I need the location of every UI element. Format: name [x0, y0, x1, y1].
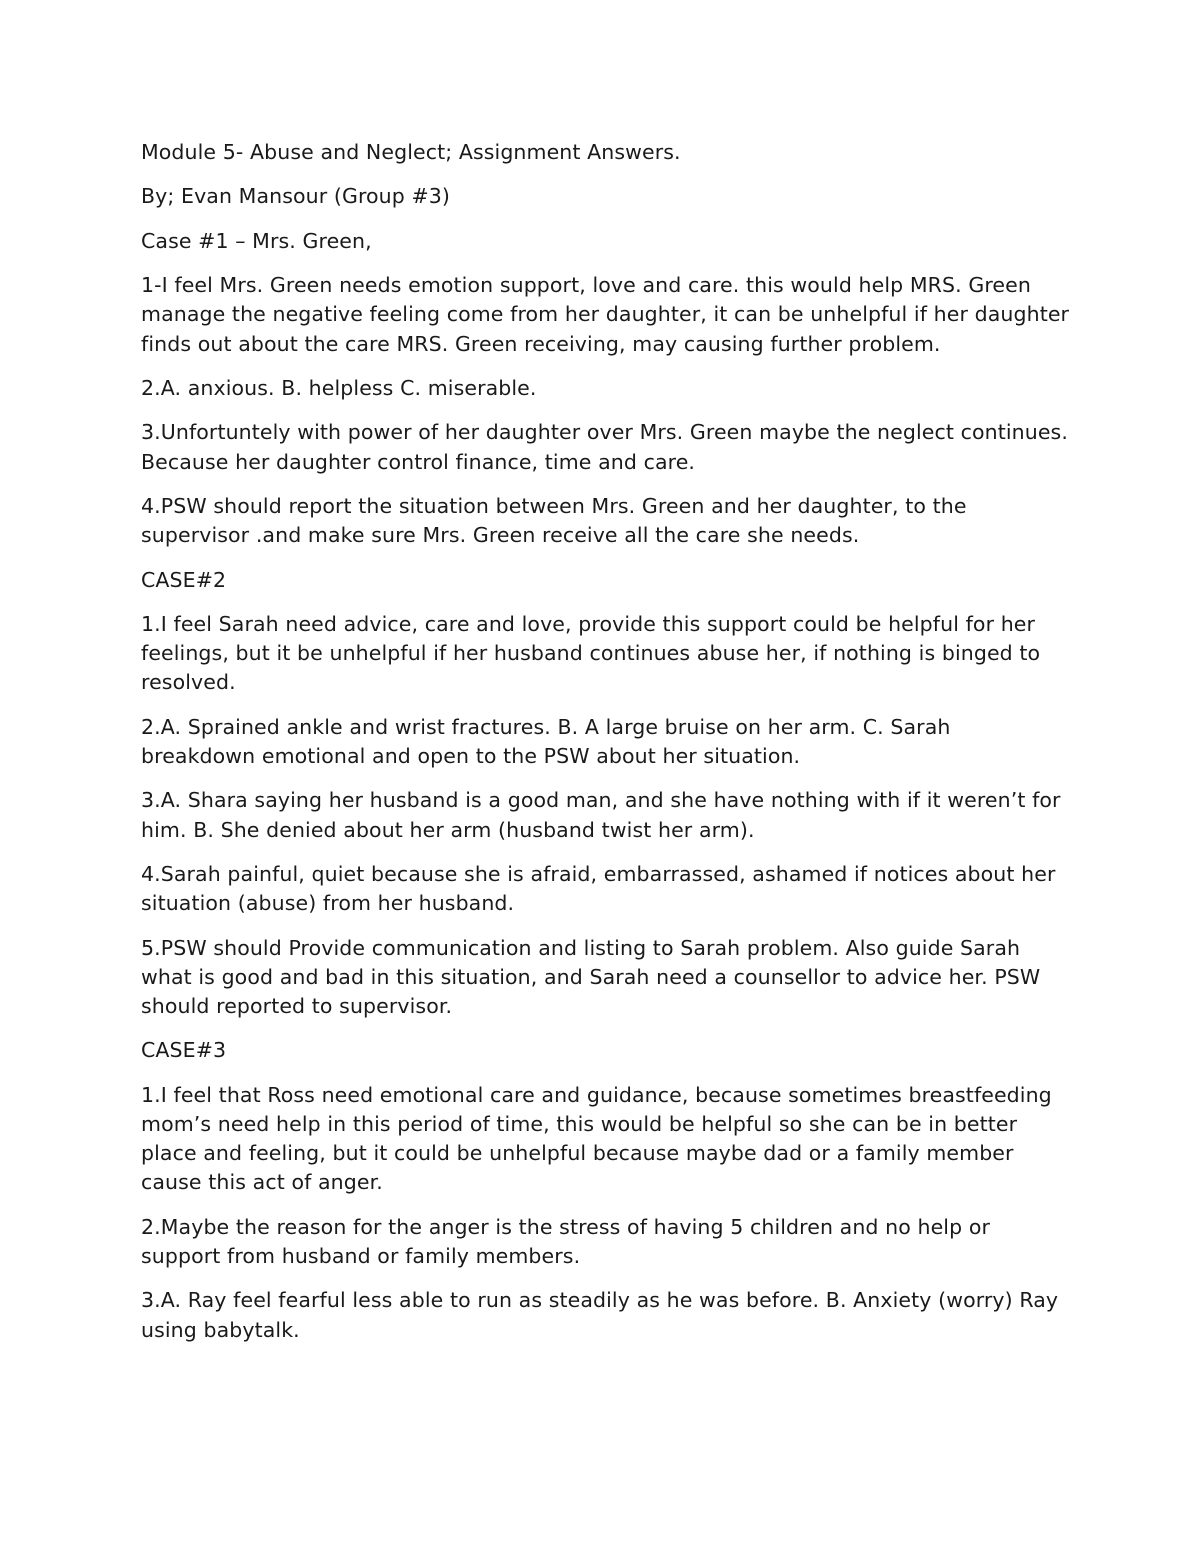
case2-answer-4: 4.Sarah painful, quiet because she is afraid, embarrassed, ashamed if notices about her situation (abuse) from her husband.	[141, 861, 1056, 916]
case1-answer-3: 3.Unfortuntely with power of her daughter over Mrs. Green maybe the neglect continues. Because her daughter control finance, time and care.	[141, 420, 1068, 474]
document-title: Module 5- Abuse and Neglect; Assignment Answers.	[141, 140, 681, 164]
case1-answer-1: 1-I feel Mrs. Green needs emotion support, love and care. this would help MRS. Green manage the negative feeling come from her daughter, it can be unhelpful if her daughter finds out about the care MRS. Green receiving, may causing further problem.	[141, 273, 1070, 356]
case1-answer-2: 2.A. anxious. B. helpless C. miserable.	[141, 375, 537, 400]
case3-answer-1: 1.I feel that Ross need emotional care and guidance, because sometimes breastfeeding mom’s need help in this period of time, this would be helpful so she can be in better place and feeling, but it could be unhelpful because maybe dad or a family member cause this act of anger.	[141, 1082, 1052, 1195]
case3-heading: CASE#3	[141, 1038, 227, 1063]
case3-answer-3: 3.A. Ray feel fearful less able to run as steadily as he was before. B. Anxiety (worry) Ray using babytalk.	[141, 1288, 1059, 1342]
case2-heading: CASE#2	[141, 567, 227, 592]
case2-answer-2: 2.A. Sprained ankle and wrist fractures. B. A large bruise on her arm. C. Sarah breakdown emotional and open to the PSW about her situation.	[141, 714, 951, 768]
case2-answer-3: 3.A. Shara saying her husband is a good man, and she have nothing with if it weren’t for him. B. She denied about her arm (husband twist her arm).	[141, 788, 1061, 842]
case2-answer-1: 1.I feel Sarah need advice, care and love, provide this support could be helpful for her feelings, but it be unhelpful if her husband continues abuse her, if nothing is binged to resolved.	[141, 611, 1041, 695]
document-page	[141, 138, 1071, 1360]
document-author: By; Evan Mansour (Group #3)	[141, 184, 451, 209]
case1-answer-4: 4.PSW should report the situation between Mrs. Green and her daughter, to the supervisor .and make sure Mrs. Green receive all the care she needs.	[141, 493, 967, 548]
case1-heading: Case #1 – Mrs. Green,	[141, 228, 372, 253]
case3-answer-2: 2.Maybe the reason for the anger is the stress of having 5 children and no help or support from husband or family members.	[141, 1214, 990, 1268]
case2-answer-5: 5.PSW should Provide communication and listing to Sarah problem. Also guide Sarah what is good and bad in this situation, and Sarah need a counsellor to advice her. PSW should reported to supervisor.	[141, 935, 1041, 1018]
